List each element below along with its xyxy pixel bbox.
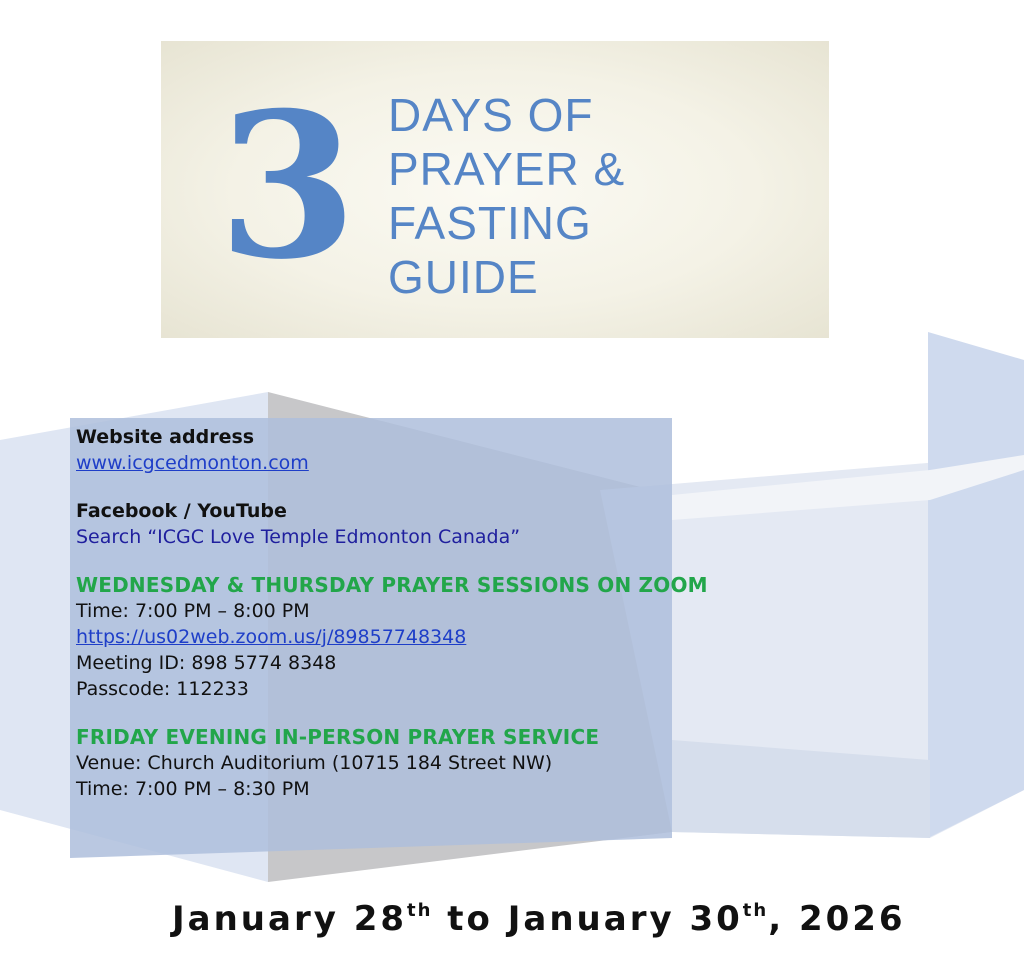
friday-service-heading: FRIDAY EVENING IN-PERSON PRAYER SERVICE [76, 725, 600, 749]
info-section [76, 424, 876, 824]
banner-title [388, 88, 625, 304]
zoom-link[interactable]: https://us02web.zoom.us/j/89857748348 [76, 626, 467, 648]
date-range [172, 894, 906, 944]
zoom-time: Time: 7:00 PM – 8:00 PM [76, 600, 310, 622]
start-date: January 28 [172, 899, 408, 939]
friday-service-block [76, 724, 876, 802]
start-date-suffix: th [407, 900, 433, 921]
social-block [76, 498, 876, 550]
website-label: Website address [76, 426, 255, 448]
banner-title-line: PRAYER & [388, 143, 626, 195]
social-search-text: Search “ICGC Love Temple Edmonton Canada” [76, 526, 521, 548]
end-date: January 30 [507, 899, 743, 939]
end-date-suffix: th [742, 900, 769, 921]
banner-title-line: FASTING [388, 197, 592, 249]
zoom-meeting-id: Meeting ID: 898 5774 8348 [76, 652, 337, 674]
zoom-passcode: Passcode: 112233 [76, 678, 249, 700]
banner-numeral: 3 [218, 69, 358, 304]
zoom-sessions-heading: WEDNESDAY & THURSDAY PRAYER SESSIONS ON ZOOM [76, 573, 708, 597]
website-block [76, 424, 876, 476]
date-connector: to [432, 899, 508, 939]
friday-time: Time: 7:00 PM – 8:30 PM [76, 778, 310, 800]
banner-title-line: GUIDE [388, 251, 539, 303]
social-label: Facebook / YouTube [76, 500, 287, 522]
date-year: , 2026 [768, 899, 906, 939]
website-link[interactable]: www.icgcedmonton.com [76, 452, 309, 474]
friday-venue: Venue: Church Auditorium (10715 184 Street NW) [76, 752, 553, 774]
banner-title-line: DAYS OF [388, 89, 594, 141]
right-vertical-strip [928, 332, 1024, 838]
zoom-sessions-block [76, 572, 876, 702]
